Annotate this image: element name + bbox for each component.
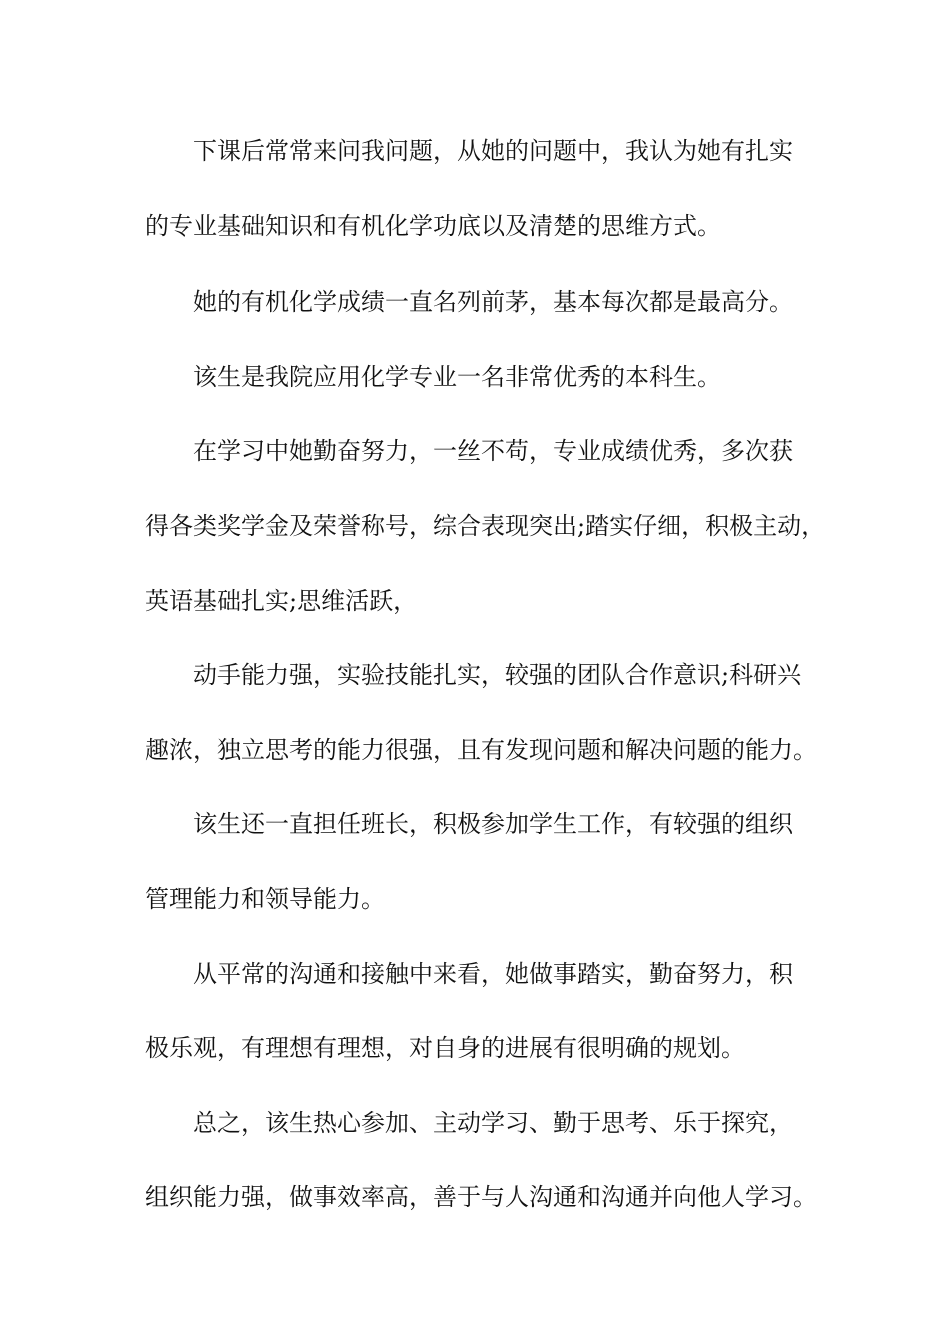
- text-line: 管理能力和领导能力。: [145, 885, 385, 913]
- text-line: 她的有机化学成绩一直名列前茅，基本每次都是最高分。: [193, 288, 793, 316]
- text-line: 极乐观，有理想有理想，对自身的进展有很明确的规划。: [145, 1034, 745, 1062]
- text-line: 趣浓，独立思考的能力很强，且有发现问题和解决问题的能力。: [145, 736, 817, 764]
- text-line: 从平常的沟通和接触中来看，她做事踏实，勤奋努力，积: [193, 960, 793, 988]
- text-line: 英语基础扎实;思维活跃，: [145, 587, 418, 615]
- text-line: 总之，该生热心参加、主动学习、勤于思考、乐于探究，: [193, 1109, 793, 1137]
- text-line: 得各类奖学金及荣誉称号，综合表现突出;踏实仔细，积极主动，: [145, 512, 826, 540]
- text-line: 的专业基础知识和有机化学功底以及清楚的思维方式。: [145, 212, 721, 240]
- text-line: 下课后常常来问我问题，从她的问题中，我认为她有扎实: [193, 137, 793, 165]
- text-line: 动手能力强，实验技能扎实，较强的团队合作意识;科研兴: [193, 661, 802, 689]
- text-line: 该生还一直担任班长，积极参加学生工作，有较强的组织: [193, 810, 793, 838]
- text-line: 组织能力强，做事效率高，善于与人沟通和沟通并向他人学习。: [145, 1183, 817, 1211]
- text-line: 该生是我院应用化学专业一名非常优秀的本科生。: [193, 363, 721, 391]
- text-line: 在学习中她勤奋努力，一丝不苟，专业成绩优秀，多次获: [193, 437, 793, 465]
